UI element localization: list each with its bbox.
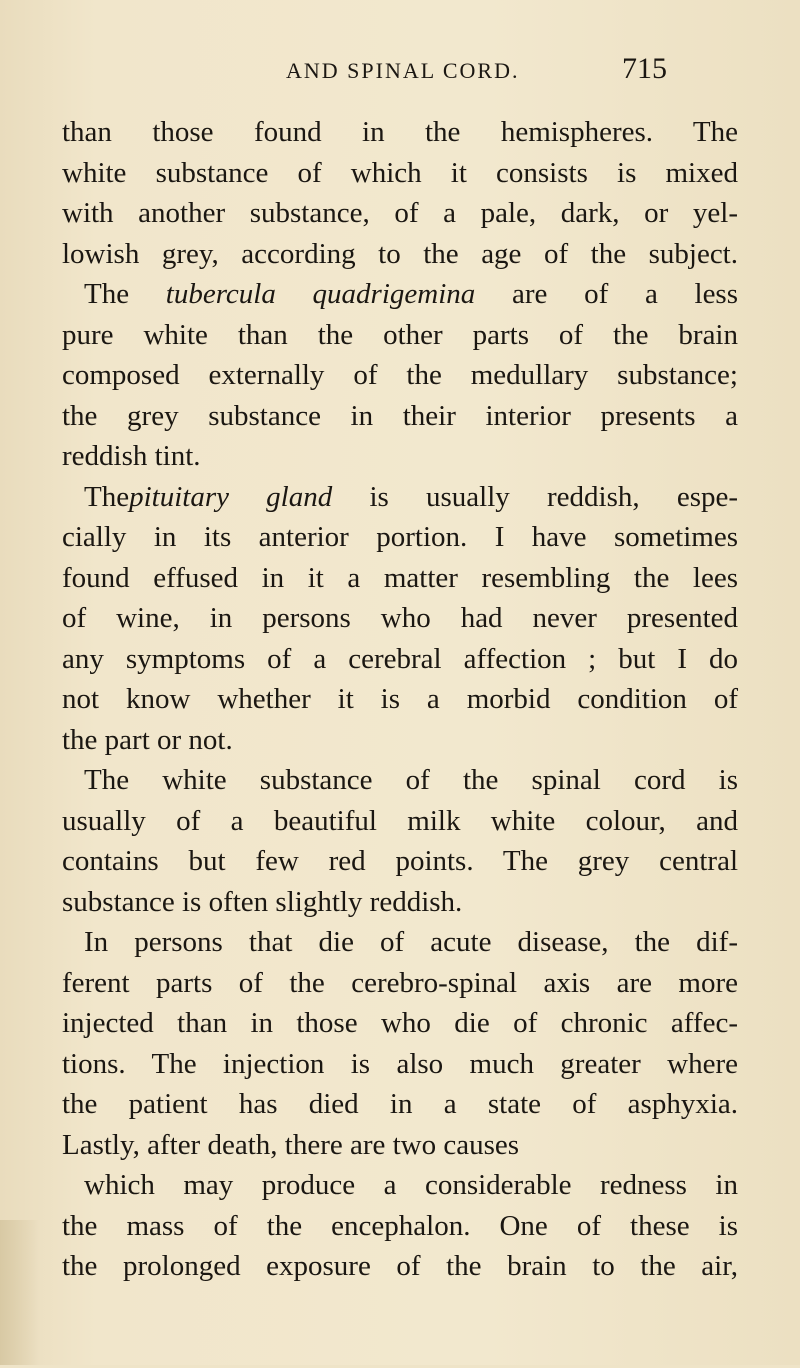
text-line: usually of a beautiful milk white colour, and (62, 804, 738, 837)
text-line: Lastly, after death, there are two causes (62, 1128, 520, 1161)
text-line: lowish grey, according to the age of the subject. (62, 237, 738, 270)
text-line: reddish tint. (62, 440, 201, 472)
text-line: found effused in it a matter resembling the lees (62, 561, 738, 594)
body-text (62, 112, 738, 1368)
text-line: In persons that die of acute disease, the dif- (84, 926, 738, 958)
text-line (62, 1287, 738, 1328)
text-line: the grey substance in their interior presents a (62, 399, 738, 432)
running-head: AND SPINAL CORD. (286, 58, 520, 83)
text-line: pure white than the other parts of the brain (62, 318, 738, 351)
text-line: white substance of which it consists is mixed (62, 156, 738, 189)
text-line: any symptoms of a cerebral affection ; but I do (62, 642, 738, 675)
italic-term: pituitary gland (129, 480, 333, 513)
text-line: tions. The injection is also much greater where (62, 1047, 738, 1080)
text-line: ferent parts of the cerebro-spinal axis are more (62, 966, 738, 999)
text-line: the prolonged exposure of the brain to the air, (62, 1250, 738, 1282)
text-line: which may produce a considerable redness in (84, 1169, 738, 1201)
text-line: of wine, in persons who had never presented (62, 602, 738, 634)
text-line: with another substance, of a pale, dark, or yel- (62, 197, 738, 229)
text-line: injected than in those who die of chronic affec- (62, 1007, 738, 1039)
text-line: cially in its anterior portion. I have sometimes (62, 521, 738, 553)
text-line: The tubercula quadrigemina are of a less (84, 278, 739, 310)
text-line: composed externally of the medullary substance; (62, 359, 738, 391)
page-shadow (0, 1220, 40, 1365)
text-line: Thepituitary gland is usually reddish, espe- (84, 480, 739, 513)
text-line (62, 1327, 738, 1368)
text-line: the patient has died in a state of asphyxia. (62, 1088, 738, 1120)
text-line: substance is often slightly reddish. (62, 885, 463, 918)
text-line: contains but few red points. The grey central (62, 845, 738, 877)
text-line: The white substance of the spinal cord is (84, 764, 738, 796)
text-line: the mass of the encephalon. One of these is (62, 1209, 738, 1242)
page-header (0, 52, 800, 92)
italic-term: tubercula quadrigemina (165, 278, 476, 310)
page-number: 715 (622, 52, 667, 85)
text-line: than those found in the hemispheres. The (62, 116, 738, 148)
text-line: not know whether it is a morbid condition of (62, 683, 738, 715)
text-line: the part or not. (62, 723, 233, 756)
